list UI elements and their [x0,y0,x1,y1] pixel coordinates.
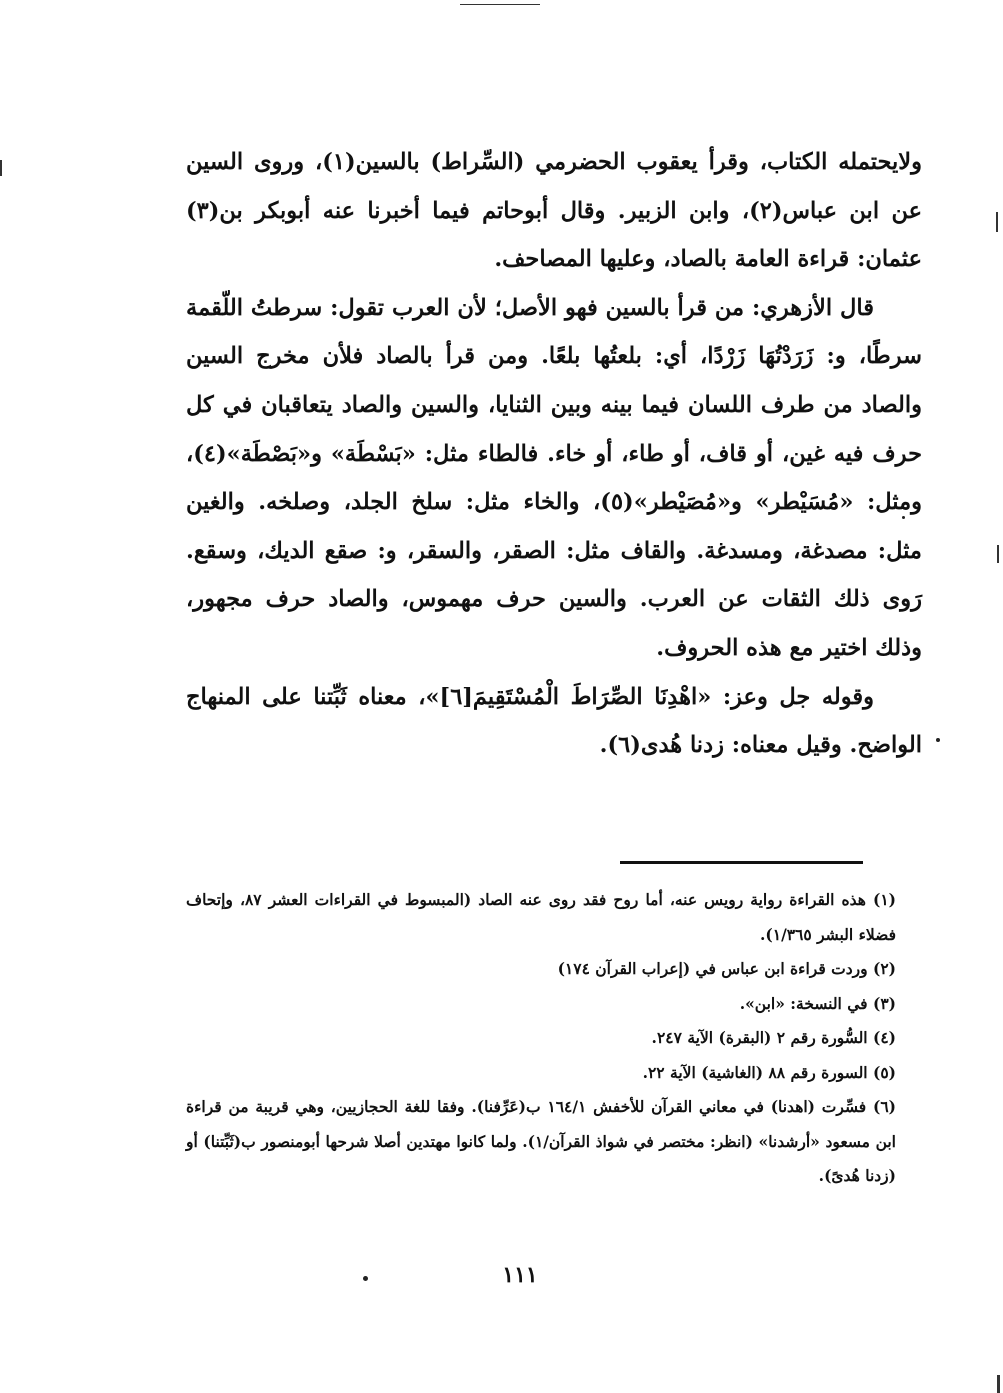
main-body-text [186,138,922,770]
footnote-6: (٦) فسِّرت (اهدنا) في معاني القرآن للأخفش ١٦٤/١ ب(عَرِّفنا). وفقا للغة الحجازيين، وهي قريبة من قراءة ابن مسعود «أرشدنا» (انظر: مختصر في شواذ القرآن/١). ولما كانوا مهتدين أصلا شرحها أبومنصور ب(ثَبِّتنا) أو (زدنا هُدىً). [186,1097,896,1185]
footnote-separator [620,861,863,864]
page-number: ١١١ [502,1262,538,1288]
footnote-3: (٣) في النسخة: «ابن». [739,993,896,1013]
scan-speck [902,516,905,519]
paragraph-3: وقوله جل وعز: «اهْدِنَا الصِّرَاطَ الْمُسْتَقِيمَ[٦]»، معناه ثَبِّتنا على المنهاج الواضح. وقيل معناه: زدنا هُدى(٦). [186,683,922,759]
paragraph-2: قال الأزهري: من قرأ بالسين فهو الأصل؛ لأن العرب تقول: سرطتُ اللّقمة سرطًا، و: زَرَدْتُهَا زَرْدًا، أي: بلعتُها بلعًا. ومن قرأ بالصاد فلأن مخرج السين والصاد من طرف اللسان فيما بينه وبين الثنايا، والسين والصاد يتعاقبان في كل حرف فيه غين، أو قاف، أو طاء، أو خاء. فالطاء مثل: «بَسْطَة» و«بَصْطَة»(٤)، ومثل: «مُسَيْطر» و«مُصَيْطر»(٥)، والخاء مثل: سلخ الجلد، وصلخه. والغين مثل: مصدغة، ومسدغة. والقاف مثل: الصقر، والسقر، و: صقع الديك، وسقع. رَوى ذلك الثقات عن العرب. والسين حرف مهموس، والصاد حرف مجهور، وذلك اختير مع هذه الحروف. [186,294,922,661]
footnote-2: (٢) وردت قراءة ابن عباس في (إعراب القرآن ١٧٤) [557,959,896,978]
footnote-1: (١) هذه القراءة رواية رويس عنه، أما روح فقد روى عنه الصاد (المبسوط في القراءات العشر ٨٧، وإتحاف فضلاء البشر ١/٣٦٥). [186,890,896,944]
footnotes [186,883,896,1194]
footnote-5: (٥) السورة رقم ٨٨ (الغاشية) الآية ٢٢. [642,1062,896,1082]
scan-edge-mark [997,1375,1000,1393]
scan-speck [936,738,940,742]
scan-edge-mark [996,212,998,232]
scan-speck [363,1276,368,1281]
top-edge-rule [460,4,540,5]
scan-edge-mark [997,545,999,563]
footnote-4: (٤) السُّورة رقم ٢ (البقرة) الآية ٢٤٧. [651,1028,896,1047]
scan-edge-mark [0,160,2,176]
paragraph-1: ولايحتمله الكتاب، وقرأ يعقوب الحضرمي (السِّراط) بالسين(١)، وروى السين عن ابن عباس(٢)، وابن الزبير. وقال أبوحاتم فيما أخبرنا عنه أبوبكر بن(٣) عثمان: قراءة العامة بالصاد، وعليها المصاحف. [186,149,923,273]
